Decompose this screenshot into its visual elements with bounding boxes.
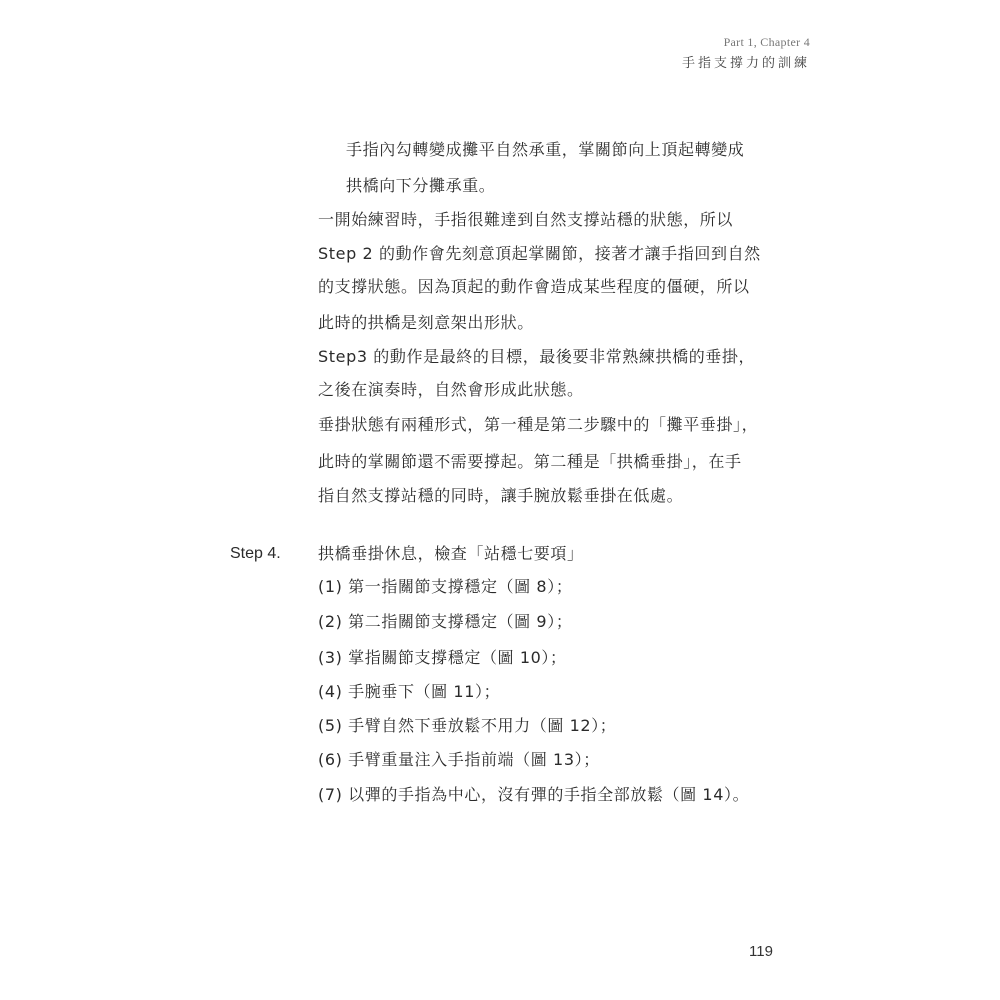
paragraph-line: 拱橋向下分攤承重。 [346,176,496,195]
checklist-item: (5) 手臂自然下垂放鬆不用力（圖 12）； [318,716,617,735]
paragraph-line: 一開始練習時，手指很難達到自然支撐站穩的狀態，所以 [318,210,734,229]
paragraph-line: 此時的掌關節還不需要撐起。第二種是「拱橋垂掛」，在手 [318,452,742,471]
page-number: 119 [749,943,773,960]
paragraph-line: 的支撐狀態。因為頂起的動作會造成某些程度的僵硬，所以 [318,277,750,296]
checklist-item: (3) 掌指關節支撐穩定（圖 10）； [318,648,567,667]
checklist-item: (4) 手腕垂下（圖 11）； [318,682,501,701]
paragraph-line: 垂掛狀態有兩種形式，第一種是第二步驟中的「攤平垂掛」， [318,415,759,434]
checklist-item: (1) 第一指關節支撐穩定（圖 8）； [318,577,573,596]
paragraph-line: 指自然支撐站穩的同時，讓手腕放鬆垂掛在低處。 [318,486,684,505]
paragraph-line: Step 2 的動作會先刻意頂起掌關節，接著才讓手指回到自然 [318,244,761,263]
checklist-item: (2) 第二指關節支撐穩定（圖 9）； [318,612,573,631]
step4-label: Step 4. [230,545,281,562]
paragraph-line: 之後在演奏時，自然會形成此狀態。 [318,380,584,399]
chapter-title: 手指支撐力的訓練 [681,56,810,71]
running-header [682,34,810,74]
paragraph-line: Step3 的動作是最終的目標，最後要非常熟練拱橋的垂掛， [318,347,756,366]
paragraph-line: 此時的拱橋是刻意架出形狀。 [318,313,534,332]
checklist-item: (7) 以彈的手指為中心，沒有彈的手指全部放鬆（圖 14）。 [318,785,750,804]
step4-title: 拱橋垂掛休息，檢查「站穩七要項」 [318,544,584,563]
paragraph-line: 手指內勾轉變成攤平自然承重，掌關節向上頂起轉變成 [346,140,745,159]
checklist-item: (6) 手臂重量注入手指前端（圖 13）； [318,750,600,769]
chapter-label: Part 1, Chapter 4 [723,35,810,49]
